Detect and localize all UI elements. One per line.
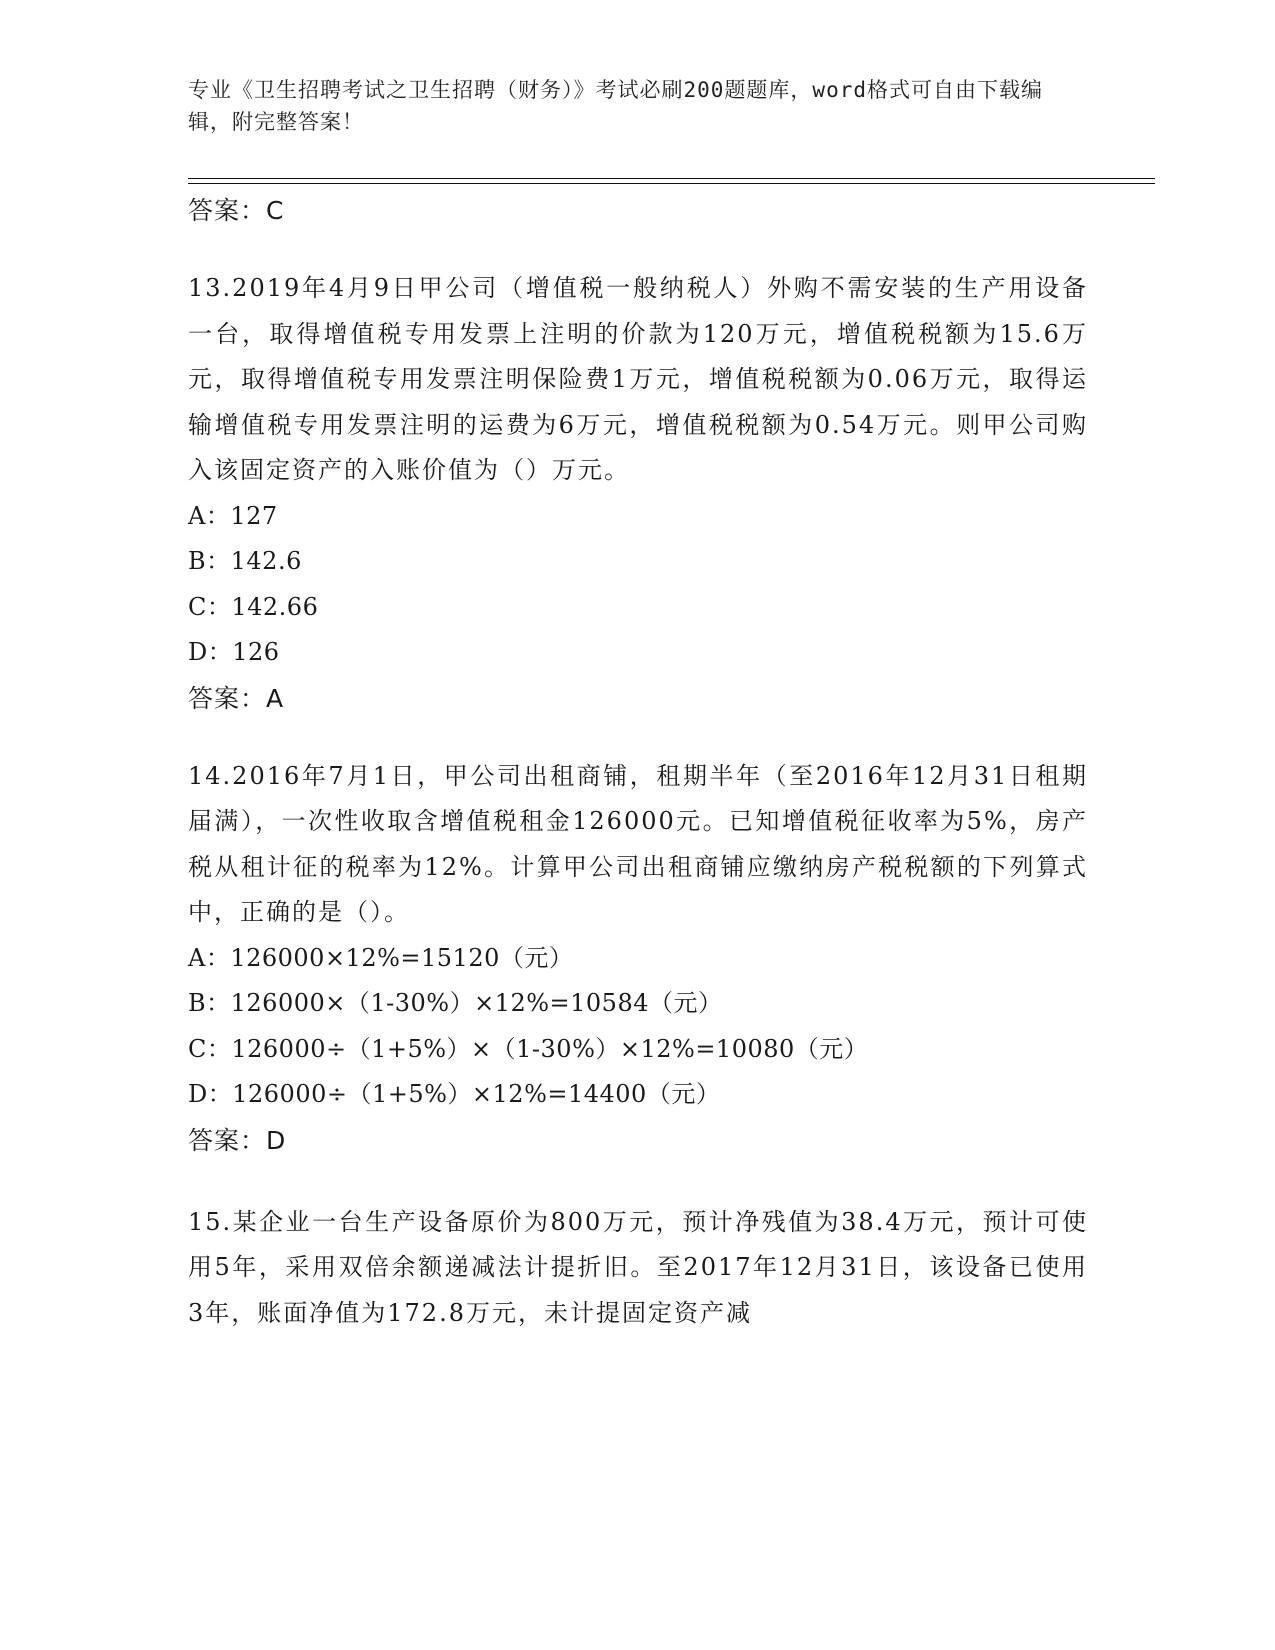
question-list <box>188 188 1088 1336</box>
answer-13: 答案：A <box>188 683 285 713</box>
header-divider <box>188 178 1155 179</box>
question-14-option-d: D：126000÷（1+5%）×12%=14400（元） <box>188 1080 721 1108</box>
question-13-option-a: A：127 <box>188 501 278 530</box>
question-14-option-b: B：126000×（1-30%）×12%=10584（元） <box>188 989 723 1017</box>
question-14-text: 14.2016年7月1日，甲公司出租商铺，租期半年（至2016年12月31日租期届满），一次性收取含增值税租金126000元。已知增值税征收率为5%，房产税从租计征的税率为12%。计算甲公司出租商铺应缴纳房产税税额的下列算式中，正确的是（）。 <box>188 761 1088 926</box>
answer-14: 答案：D <box>188 1125 287 1155</box>
question-14-option-a: A：126000×12%=15120（元） <box>188 943 574 972</box>
answer-12: 答案：C <box>188 196 285 225</box>
question-13-text: 13.2019年4月9日甲公司（增值税一般纳税人）外购不需安装的生产用设备一台，取得增值税专用发票上注明的价款为120万元，增值税税额为15.6万元，取得增值税专用发票注明保险费1万元，增值税税额为0.06万元，取得运输增值税专用发票注明的运费为6万元，增值税税额为0.54万元。则甲公司购入该固定资产的入账价值为（）万元。 <box>188 274 1088 484</box>
question-13-option-d: D：126 <box>188 638 280 666</box>
question-14-option-c: C：126000÷（1+5%）×（1-30%）×12%=10080（元） <box>188 1034 869 1063</box>
question-15-text: 15.某企业一台生产设备原价为800万元，预计净残值为38.4万元，预计可使用5年，采用双倍余额递减法计提折旧。至2017年12月31日，该设备已使用3年，账面净值为172.8万元，未计提固定资产减 <box>188 1207 1088 1327</box>
question-13-option-b: B：142.6 <box>188 547 302 575</box>
document-header: 专业《卫生招聘考试之卫生招聘（财务）》考试必刷200题题库，word格式可自由下载编辑，附完整答案！ <box>188 78 1043 134</box>
question-13-option-c: C：142.66 <box>188 592 319 621</box>
header-divider-secondary <box>188 183 1155 184</box>
